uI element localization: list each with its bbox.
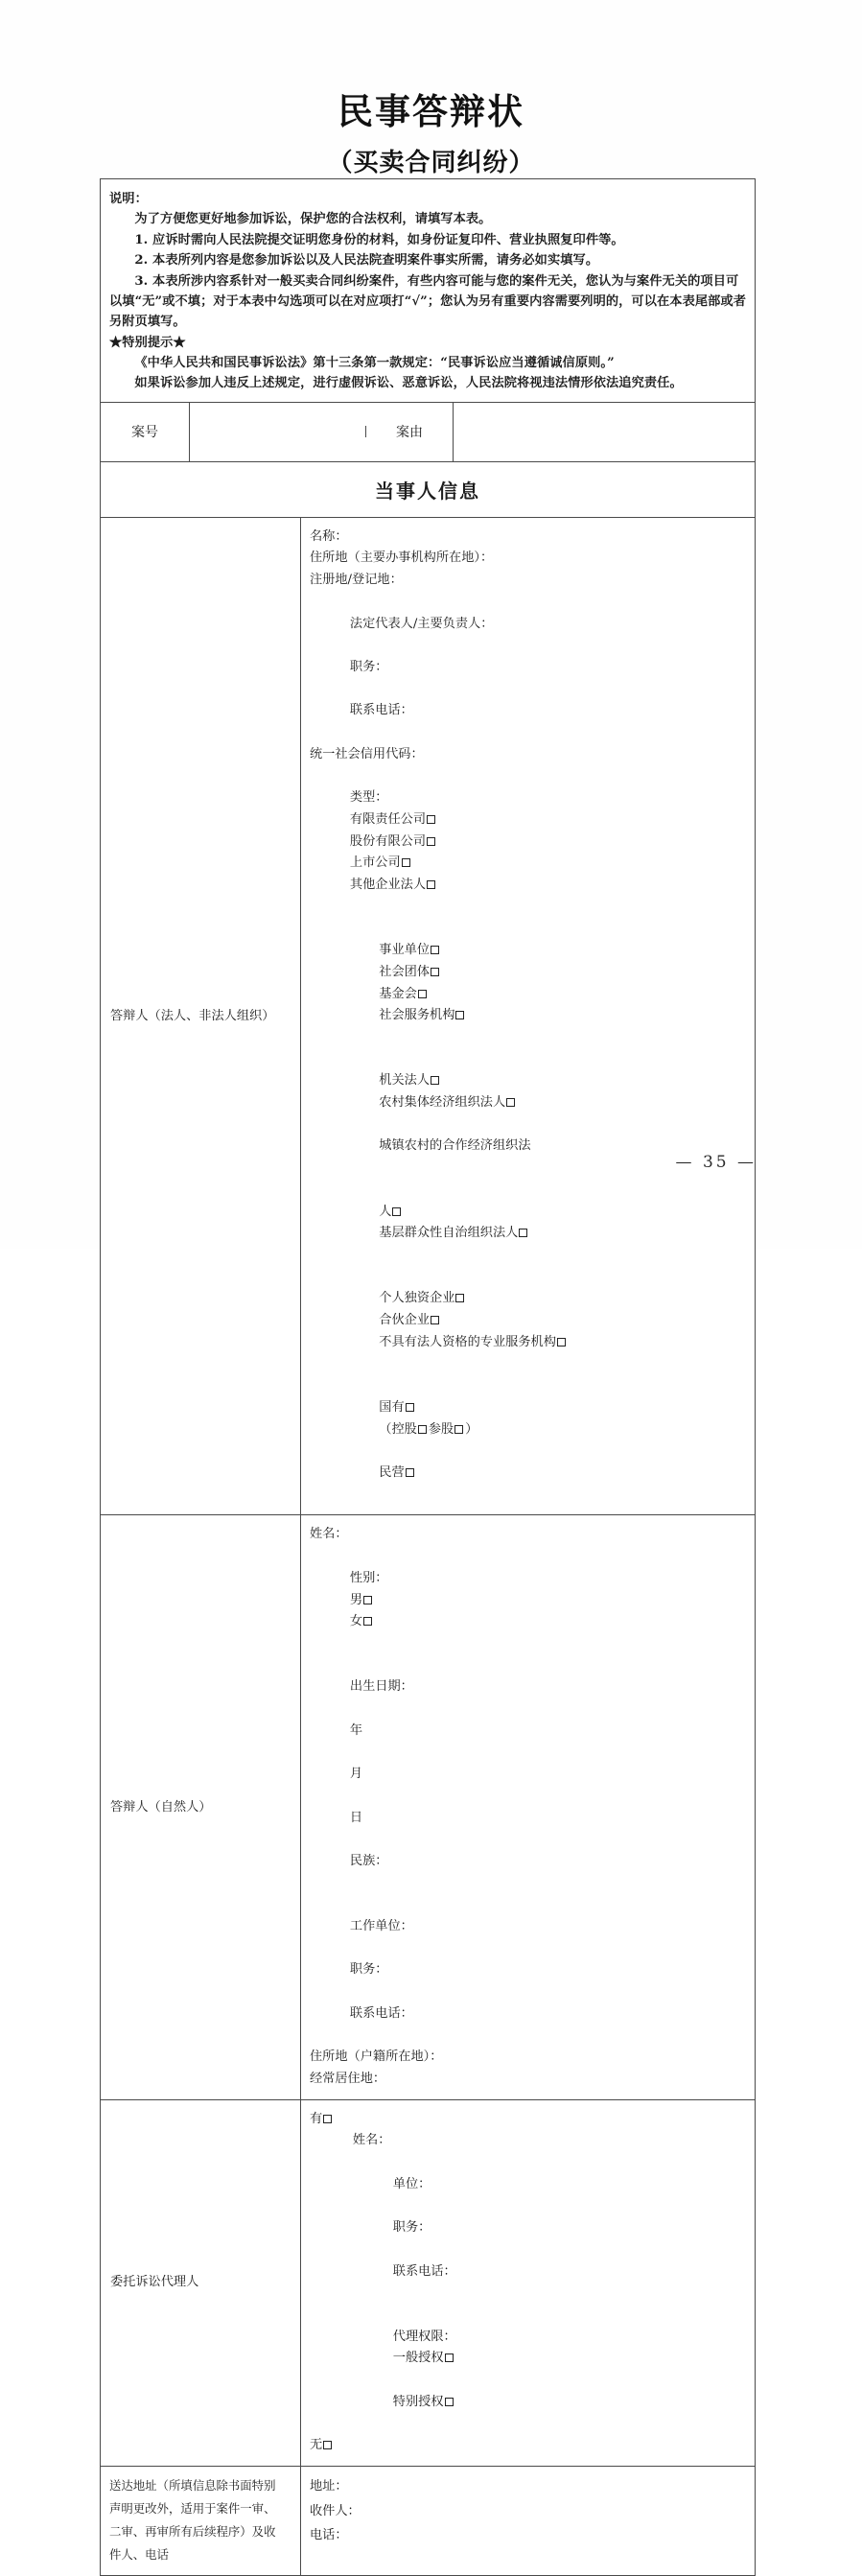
checkbox-icon[interactable]: [406, 1468, 414, 1477]
entity-type-option[interactable]: [379, 1226, 529, 1240]
field-legal-rep-label: 法定代表人/主要负责人：: [349, 616, 494, 631]
field-agent-position-label: 职务：: [392, 2220, 431, 2236]
field-agent-name-label: 姓名：: [352, 2133, 391, 2148]
entity-type-option[interactable]: [379, 1095, 517, 1110]
entity-ownership-close-paren: ）: [465, 1421, 478, 1437]
instructions-heading: 说明：: [109, 192, 148, 206]
respondent-legal-person-label: 答辩人（法人、非法人组织）: [101, 518, 301, 1515]
checkbox-icon[interactable]: [427, 815, 435, 824]
gender-option-male[interactable]: [350, 1593, 374, 1607]
field-person-birthdate-label: 出生日期：: [349, 1679, 413, 1695]
field-entity-legal-rep[interactable]: [310, 592, 755, 744]
checkbox-icon[interactable]: [323, 2441, 332, 2449]
checkbox-icon[interactable]: [455, 1011, 464, 1019]
litigation-agent-label: 委托诉讼代理人: [101, 2100, 301, 2466]
field-person-name-label: 姓名：: [310, 1527, 348, 1542]
case-number-label: 案号: [101, 403, 190, 461]
entity-type-option-label: 社会服务机构: [379, 1008, 455, 1023]
case-info-row: [101, 403, 755, 462]
entity-type-option[interactable]: [379, 943, 441, 957]
instructions-intro: 为了方便您更好地参加诉讼，保护您的合法权利，请填写本表。: [134, 212, 492, 227]
entity-type-option[interactable]: [379, 1313, 441, 1327]
gender-option-female-label: 女: [349, 1614, 363, 1629]
field-legal-rep-position-label: 职务：: [349, 659, 388, 674]
entity-type-option[interactable]: [350, 834, 437, 849]
entity-type-option[interactable]: [350, 812, 437, 827]
entity-type-label: 类型：: [349, 790, 388, 806]
delivery-label-line-2: 声明更改外，适用于案件一审、: [109, 2501, 276, 2517]
delivery-address-row: [101, 2467, 755, 2575]
field-agent-authority-label: 代理权限：: [392, 2329, 456, 2344]
field-person-birthdate[interactable]: [310, 1655, 755, 1895]
checkbox-icon[interactable]: [454, 1425, 463, 1434]
checkbox-icon[interactable]: [445, 2354, 454, 2362]
delivery-address-fields: [301, 2467, 755, 2575]
gender-option-female[interactable]: [350, 1614, 374, 1628]
entity-type-option-label: 社会团体: [379, 964, 431, 979]
entity-type-line-5: [310, 1267, 755, 1376]
checkbox-icon[interactable]: [455, 1294, 464, 1302]
checkbox-icon[interactable]: [431, 968, 439, 976]
field-person-name[interactable]: [310, 1524, 755, 1546]
field-person-workplace-label: 工作单位：: [349, 1919, 413, 1934]
field-delivery-recipient[interactable]: [310, 2499, 755, 2524]
agent-none-label: 无: [310, 2438, 323, 2453]
gender-option-male-label: 男: [349, 1592, 363, 1607]
authority-option-general[interactable]: [393, 2351, 455, 2365]
field-person-gender: [310, 1546, 755, 1655]
instructions-item-1: 1. 应诉时需向人民法院提交证明您身份的材料，如身份证复印件、营业执照复印件等。: [134, 232, 624, 247]
page-subtitle: （买卖合同纠纷）: [327, 148, 535, 177]
litigation-agent-row: [101, 2100, 755, 2467]
entity-type-option[interactable]: [350, 855, 412, 870]
field-person-position-label: 职务：: [349, 1962, 388, 1978]
entity-type-option-label: 事业单位: [379, 943, 431, 958]
special-tip-line-1: 《中华人民共和国民事诉讼法》第十三条第一款规定：“民事诉讼应当遵循诚信原则。”: [134, 356, 615, 370]
field-entity-domicile-label: 住所地（主要办事机构所在地）：: [310, 550, 494, 566]
checkbox-icon[interactable]: [519, 1229, 527, 1237]
field-person-workplace[interactable]: [310, 1894, 755, 2047]
instructions-block: [101, 179, 755, 402]
field-credit-code-label: 统一社会信用代码：: [310, 746, 424, 761]
entity-ownership-holding-label: （控股: [379, 1421, 417, 1437]
field-person-domicile[interactable]: [310, 2047, 755, 2069]
cause-of-action-field[interactable]: [454, 426, 755, 437]
respondent-legal-person-fields: [301, 518, 755, 1515]
entity-type-line-4: [310, 1180, 755, 1267]
page-title: 民事答辩状: [338, 91, 524, 132]
field-entity-domicile[interactable]: [310, 548, 755, 570]
respondent-natural-person-label: 答辩人（自然人）: [101, 1515, 301, 2098]
birth-day-unit: 日: [349, 1810, 363, 1825]
field-person-residence-label: 经常居住地：: [310, 2071, 386, 2086]
entity-type-option-label: 个人独资企业: [379, 1291, 455, 1306]
entity-type-option[interactable]: [379, 987, 429, 1001]
instructions-row: [101, 179, 755, 403]
checkbox-icon[interactable]: [427, 837, 435, 846]
entity-type-option-label-cont: 人: [379, 1204, 392, 1219]
cause-of-action-label: 案由: [366, 403, 454, 461]
field-entity-name-label: 名称：: [310, 528, 348, 544]
field-agent-unit[interactable]: [310, 2152, 755, 2305]
checkbox-icon[interactable]: [557, 1338, 566, 1347]
entity-type-option[interactable]: [379, 1291, 466, 1305]
agent-has-option[interactable]: [310, 2109, 755, 2131]
checkbox-icon[interactable]: [363, 1617, 372, 1626]
entity-type-option[interactable]: [379, 1008, 466, 1022]
checkbox-icon[interactable]: [431, 1076, 439, 1085]
birth-year-unit: 年: [349, 1722, 363, 1738]
entity-type-option[interactable]: [379, 1073, 441, 1088]
entity-type-option-label: 有限责任公司: [349, 811, 427, 827]
field-delivery-address-label: 地址：: [310, 2478, 348, 2494]
litigation-agent-fields: [301, 2100, 755, 2466]
authority-option-special[interactable]: [393, 2395, 455, 2409]
field-person-gender-label: 性别：: [349, 1570, 388, 1585]
entity-ownership-state[interactable]: [379, 1400, 415, 1415]
instructions-item-2: 2. 本表所列内容是您参加诉讼以及人民法院查明案件事实所需，请务必如实填写。: [134, 253, 599, 269]
answer-form-table: [100, 178, 756, 2576]
field-delivery-phone[interactable]: [310, 2523, 755, 2548]
checkbox-icon[interactable]: [431, 1316, 439, 1324]
special-tip-heading: ★特别提示★: [109, 335, 186, 350]
entity-type-option[interactable]: [379, 1335, 568, 1349]
special-tip-line-2: 如果诉讼参加人违反上述规定，进行虚假诉讼、恶意诉讼，人民法院将视违法情形依法追究责任。: [134, 376, 683, 391]
field-entity-registration-label: 注册地/登记地：: [310, 573, 403, 588]
field-delivery-address[interactable]: [310, 2474, 755, 2499]
respondent-natural-person-fields: [301, 1515, 755, 2098]
checkbox-icon[interactable]: [431, 946, 439, 954]
field-agent-name[interactable]: [310, 2130, 755, 2152]
entity-type-line-2: [310, 918, 755, 1048]
delivery-label-line-4: 件人、电话: [109, 2547, 169, 2563]
entity-type-option-label: 股份有限公司: [349, 833, 427, 849]
entity-type-option-label: 其他企业法人: [349, 878, 427, 892]
field-delivery-recipient-label: 收件人：: [310, 2503, 361, 2518]
entity-ownership-share-label: 参股: [428, 1421, 454, 1437]
instructions-item-3: 3. 本表所涉内容系针对一般买卖合同纠纷案件，有些内容可能与您的案件无关，您认为与案件无关的项目可以填“无”或不填；对于本表中勾选项可以在对应项打“√”；您认为另有重要内容需要列明的，可以在本表尾部或者另附页填写。: [109, 273, 747, 330]
entity-ownership-private[interactable]: [379, 1465, 415, 1480]
title-block: [0, 0, 862, 178]
field-agent-phone-label: 联系电话：: [392, 2263, 456, 2279]
field-person-phone-label: 联系电话：: [349, 2005, 413, 2021]
entity-type-option-label: 机关法人: [379, 1073, 431, 1089]
entity-type-option[interactable]: [350, 878, 437, 892]
entity-type-option-label: 不具有法人资格的专业服务机构: [379, 1334, 556, 1349]
checkbox-icon[interactable]: [392, 1207, 401, 1216]
field-person-residence[interactable]: [310, 2069, 755, 2091]
field-person-ethnicity-label: 民族：: [349, 1853, 388, 1868]
entity-type-option-label: 合伙企业: [379, 1313, 431, 1328]
checkbox-icon[interactable]: [406, 1403, 414, 1412]
entity-ownership-private-label: 民营: [379, 1464, 405, 1480]
field-person-domicile-label: 住所地（户籍所在地）：: [310, 2049, 443, 2065]
entity-type-line-1: [310, 765, 755, 918]
field-legal-rep-phone-label: 联系电话：: [349, 703, 413, 718]
field-agent-unit-label: 单位：: [392, 2176, 431, 2191]
field-delivery-phone-label: 电话：: [310, 2528, 348, 2543]
checkbox-icon[interactable]: [445, 2398, 454, 2406]
entity-type-option[interactable]: [379, 965, 441, 979]
entity-type-option-label: 基金会: [379, 986, 417, 1001]
delivery-label-line-3: 二审、再审所有后续程序）及收: [109, 2524, 276, 2540]
checkbox-icon[interactable]: [418, 990, 427, 998]
checkbox-icon[interactable]: [418, 1425, 427, 1434]
checkbox-icon[interactable]: [402, 858, 410, 867]
entity-type-option-label-wrap: 城镇农村的合作经济组织法: [379, 1138, 531, 1154]
checkbox-icon[interactable]: [506, 1098, 515, 1107]
entity-type-option-label: 上市公司: [349, 855, 401, 871]
authority-option-special-label: 特别授权: [392, 2394, 444, 2409]
agent-none-option[interactable]: [310, 2435, 755, 2457]
party-info-header: 当事人信息: [101, 462, 755, 518]
checkbox-icon[interactable]: [363, 1596, 372, 1604]
respondent-legal-person-row: [101, 518, 755, 1516]
field-entity-credit-code[interactable]: [310, 744, 755, 766]
entity-type-option-label: 农村集体经济组织法人: [379, 1095, 506, 1111]
field-entity-registration[interactable]: [310, 570, 755, 592]
agent-has-label: 有: [310, 2111, 323, 2126]
checkbox-icon[interactable]: [323, 2115, 332, 2123]
delivery-label-line-1: 送达地址（所填信息除书面特别: [109, 2477, 276, 2493]
entity-ownership-state-label: 国有: [379, 1399, 405, 1415]
field-agent-authority: [310, 2305, 755, 2435]
entity-type-line-6: [310, 1375, 755, 1506]
checkbox-icon[interactable]: [427, 880, 435, 889]
page-number: — 35 —: [675, 1153, 757, 1172]
authority-option-general-label: 一般授权: [392, 2351, 444, 2366]
field-entity-name[interactable]: [310, 527, 755, 549]
entity-type-option-label: 基层群众性自治组织法人: [379, 1226, 519, 1241]
case-number-field[interactable]: [190, 426, 366, 437]
respondent-natural-person-row: [101, 1515, 755, 2099]
birth-month-unit: 月: [349, 1767, 363, 1782]
delivery-address-label: [101, 2467, 301, 2575]
